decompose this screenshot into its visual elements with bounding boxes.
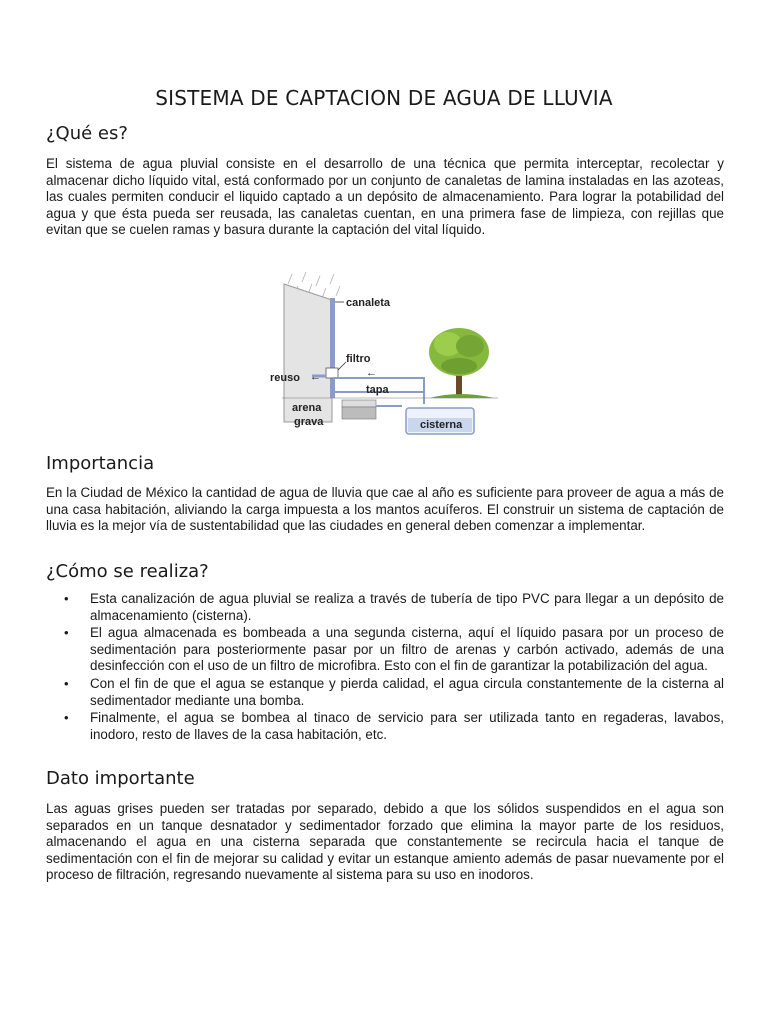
arena-layer (342, 400, 376, 407)
label-arena: arena (292, 402, 322, 414)
filtro-box (326, 368, 338, 378)
label-filtro: filtro (346, 353, 371, 365)
heading-dato-importante: Dato importante (46, 768, 195, 789)
list-item: • Finalmente, el agua se bombea al tinaco de servicio para ser utilizada tanto en regaderas, lavabos, inodoro, resto de llaves de la casa habitación, etc. (46, 710, 724, 743)
paragraph-importancia: En la Ciudad de México la cantidad de agua de lluvia que cae al año es suficiente para proveer de agua a más de una casa habitación, aliviando la carga impuesta a los mantos acuíferos. El construir un sistema de captación de lluvia es la mejor vía de sustentabilidad que las ciudades en general deben comenzar a implementar. (46, 485, 724, 534)
steps-list (46, 591, 724, 744)
heading-como-se-realiza: ¿Cómo se realiza? (46, 561, 209, 582)
heading-importancia: Importancia (46, 453, 155, 474)
label-tapa: tapa (366, 384, 389, 396)
document-title: SISTEMA DE CAPTACION DE AGUA DE LLUVIA (155, 86, 613, 110)
list-item: • Con el fin de que el agua se estanque y pierda calidad, el agua circula constantemente de la cisterna al sedimentador mediante una bomba. (46, 676, 724, 709)
flow-arrow-icon: ← (366, 367, 377, 379)
label-reuso: reuso (270, 372, 300, 384)
arrow-left-icon: ← (310, 371, 321, 383)
label-grava: grava (294, 416, 324, 428)
paragraph-dato-importante: Las aguas grises pueden ser tratadas por separado, debido a que los sólidos suspendidos en el agua son separados en un tanque desnatador y sedimentador forzado que elimina la mayor parte de los residuos, almacenando el agua en una cisterna separada que constantemente se recircula hacia el tanque de sedimentación con el fin de mejorar su calidad y evitar un estanque amiento además de pasar nuevamente por el proceso de filtración, regresando nuevamente al sistema para su uso en inodoros. (46, 801, 724, 883)
paragraph-que-es: El sistema de agua pluvial consiste en el desarrollo de una técnica que permita interceptar, recolectar y almacenar dicho líquido vital, está conformado por un conjunto de canaletas de lamina instaladas en las azoteas, las cuales permiten conducir el liquido captado a un depósito de almacenamiento. Para lograr la potabilidad del agua y que ésta pueda ser reusada, las canaletas cuentan, en una primera fase de limpieza, con rejillas que evitan que se cuelen ramas y basura durante la captación del vital líquido. (46, 156, 724, 238)
rainwater-system-diagram (262, 272, 506, 440)
grava-layer (342, 407, 376, 419)
tree-icon (429, 328, 494, 398)
heading-que-es: ¿Qué es? (46, 123, 128, 144)
label-cisterna: cisterna (420, 419, 463, 431)
list-item: • Esta canalización de agua pluvial se realiza a través de tubería de tipo PVC para llegar a un depósito de almacenamiento (cisterna). (46, 591, 724, 624)
list-item: • El agua almacenada es bombeada a una segunda cisterna, aquí el líquido pasara por un proceso de sedimentación para posteriormente pasar por un filtro de arenas y carbón activado, además de una desinfección con el uso de un filtro de microfibra. Esto con el fin de garantizar la potabilización del agua. (46, 625, 724, 675)
label-canaleta: canaleta (346, 297, 391, 309)
